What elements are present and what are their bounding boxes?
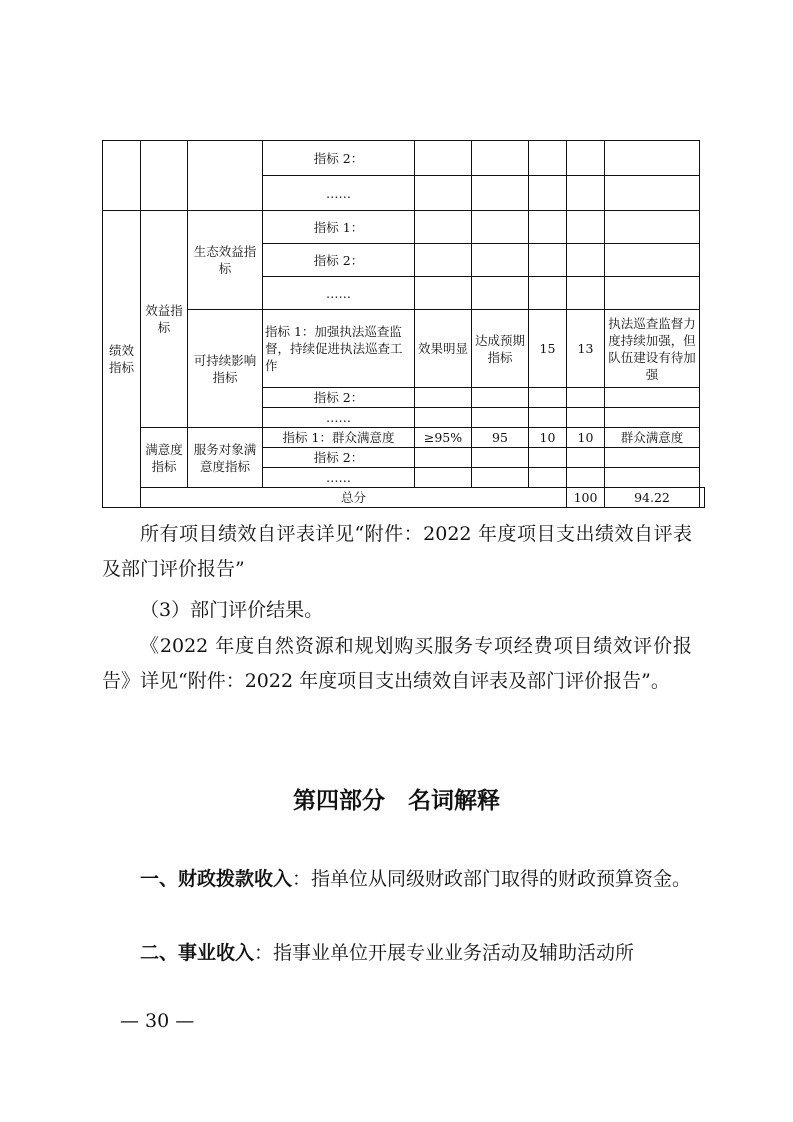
performance-table	[102, 140, 705, 508]
indicator-cell: 指标 2：	[263, 448, 415, 468]
score-cell: 13	[567, 310, 605, 388]
eco-benefit-label: 生态效益指标	[188, 211, 263, 310]
ellipsis-cell: ……	[263, 408, 415, 428]
indicator-cell: 指标 1：加强执法巡查监督，持续促进执法巡查工作	[263, 310, 415, 388]
actual-cell: 达成预期指标	[472, 310, 529, 388]
table-row	[103, 310, 705, 388]
table-row	[103, 428, 705, 448]
table-row	[103, 488, 705, 508]
sustain-impact-label: 可持续影响指标	[188, 310, 263, 428]
term-definition: ：指事业单位开展专业业务活动及辅助活动所	[254, 942, 635, 964]
ellipsis-cell: ……	[263, 176, 415, 211]
term-fiscal-income	[102, 862, 692, 897]
service-satisfaction-label: 服务对象满意度指标	[188, 428, 263, 488]
total-weight: 100	[567, 488, 605, 508]
indicator-cell: 指标 2：	[263, 244, 415, 277]
weight-cell: 10	[529, 428, 567, 448]
term-label: 一、财政拨款收入	[140, 868, 293, 890]
reason-cell: 执法巡查监督力度持续加强，但队伍建设有待加强	[605, 310, 700, 388]
page-number: — 30 —	[120, 1010, 195, 1032]
paragraph-report: 《2022 年度自然资源和规划购买服务专项经费项目绩效评价报告》详见“附件：2022 年度项目支出绩效自评表及部门评价报告”。	[102, 635, 692, 692]
perf-indicator-label: 绩效指标	[103, 211, 141, 508]
paragraph-self-eval: 所有项目绩效自评表详见“附件：2022 年度项目支出绩效自评表及部门评价报告”	[102, 523, 692, 580]
paragraph-eval-result: （3）部门评价结果。	[140, 599, 324, 621]
actual-cell: 95	[472, 428, 529, 448]
benefit-indicator-label: 效益指标	[141, 211, 188, 428]
table-row	[103, 211, 705, 244]
term-definition: ：指单位从同级财政部门取得的财政预算资金。	[292, 868, 692, 890]
term-business-income	[102, 936, 692, 971]
indicator-cell: 指标 1：	[263, 211, 415, 244]
target-cell: 效果明显	[415, 310, 472, 388]
score-cell: 10	[567, 428, 605, 448]
total-score: 94.22	[605, 488, 700, 508]
ellipsis-cell: ……	[263, 277, 415, 310]
section-title: 第四部分 名词解释	[293, 788, 500, 814]
weight-cell: 15	[529, 310, 567, 388]
total-label: 总分	[141, 488, 567, 508]
satisfaction-label: 满意度指标	[141, 428, 188, 488]
reason-cell: 群众满意度	[605, 428, 700, 448]
indicator-cell: 指标 2：	[263, 388, 415, 408]
indicator-cell: 指标 1：群众满意度	[263, 428, 415, 448]
term-label: 二、事业收入	[140, 942, 255, 964]
table-row	[103, 141, 705, 176]
indicator-cell: 指标 2：	[263, 141, 415, 176]
ellipsis-cell: ……	[263, 468, 415, 488]
target-cell: ≥95%	[415, 428, 472, 448]
